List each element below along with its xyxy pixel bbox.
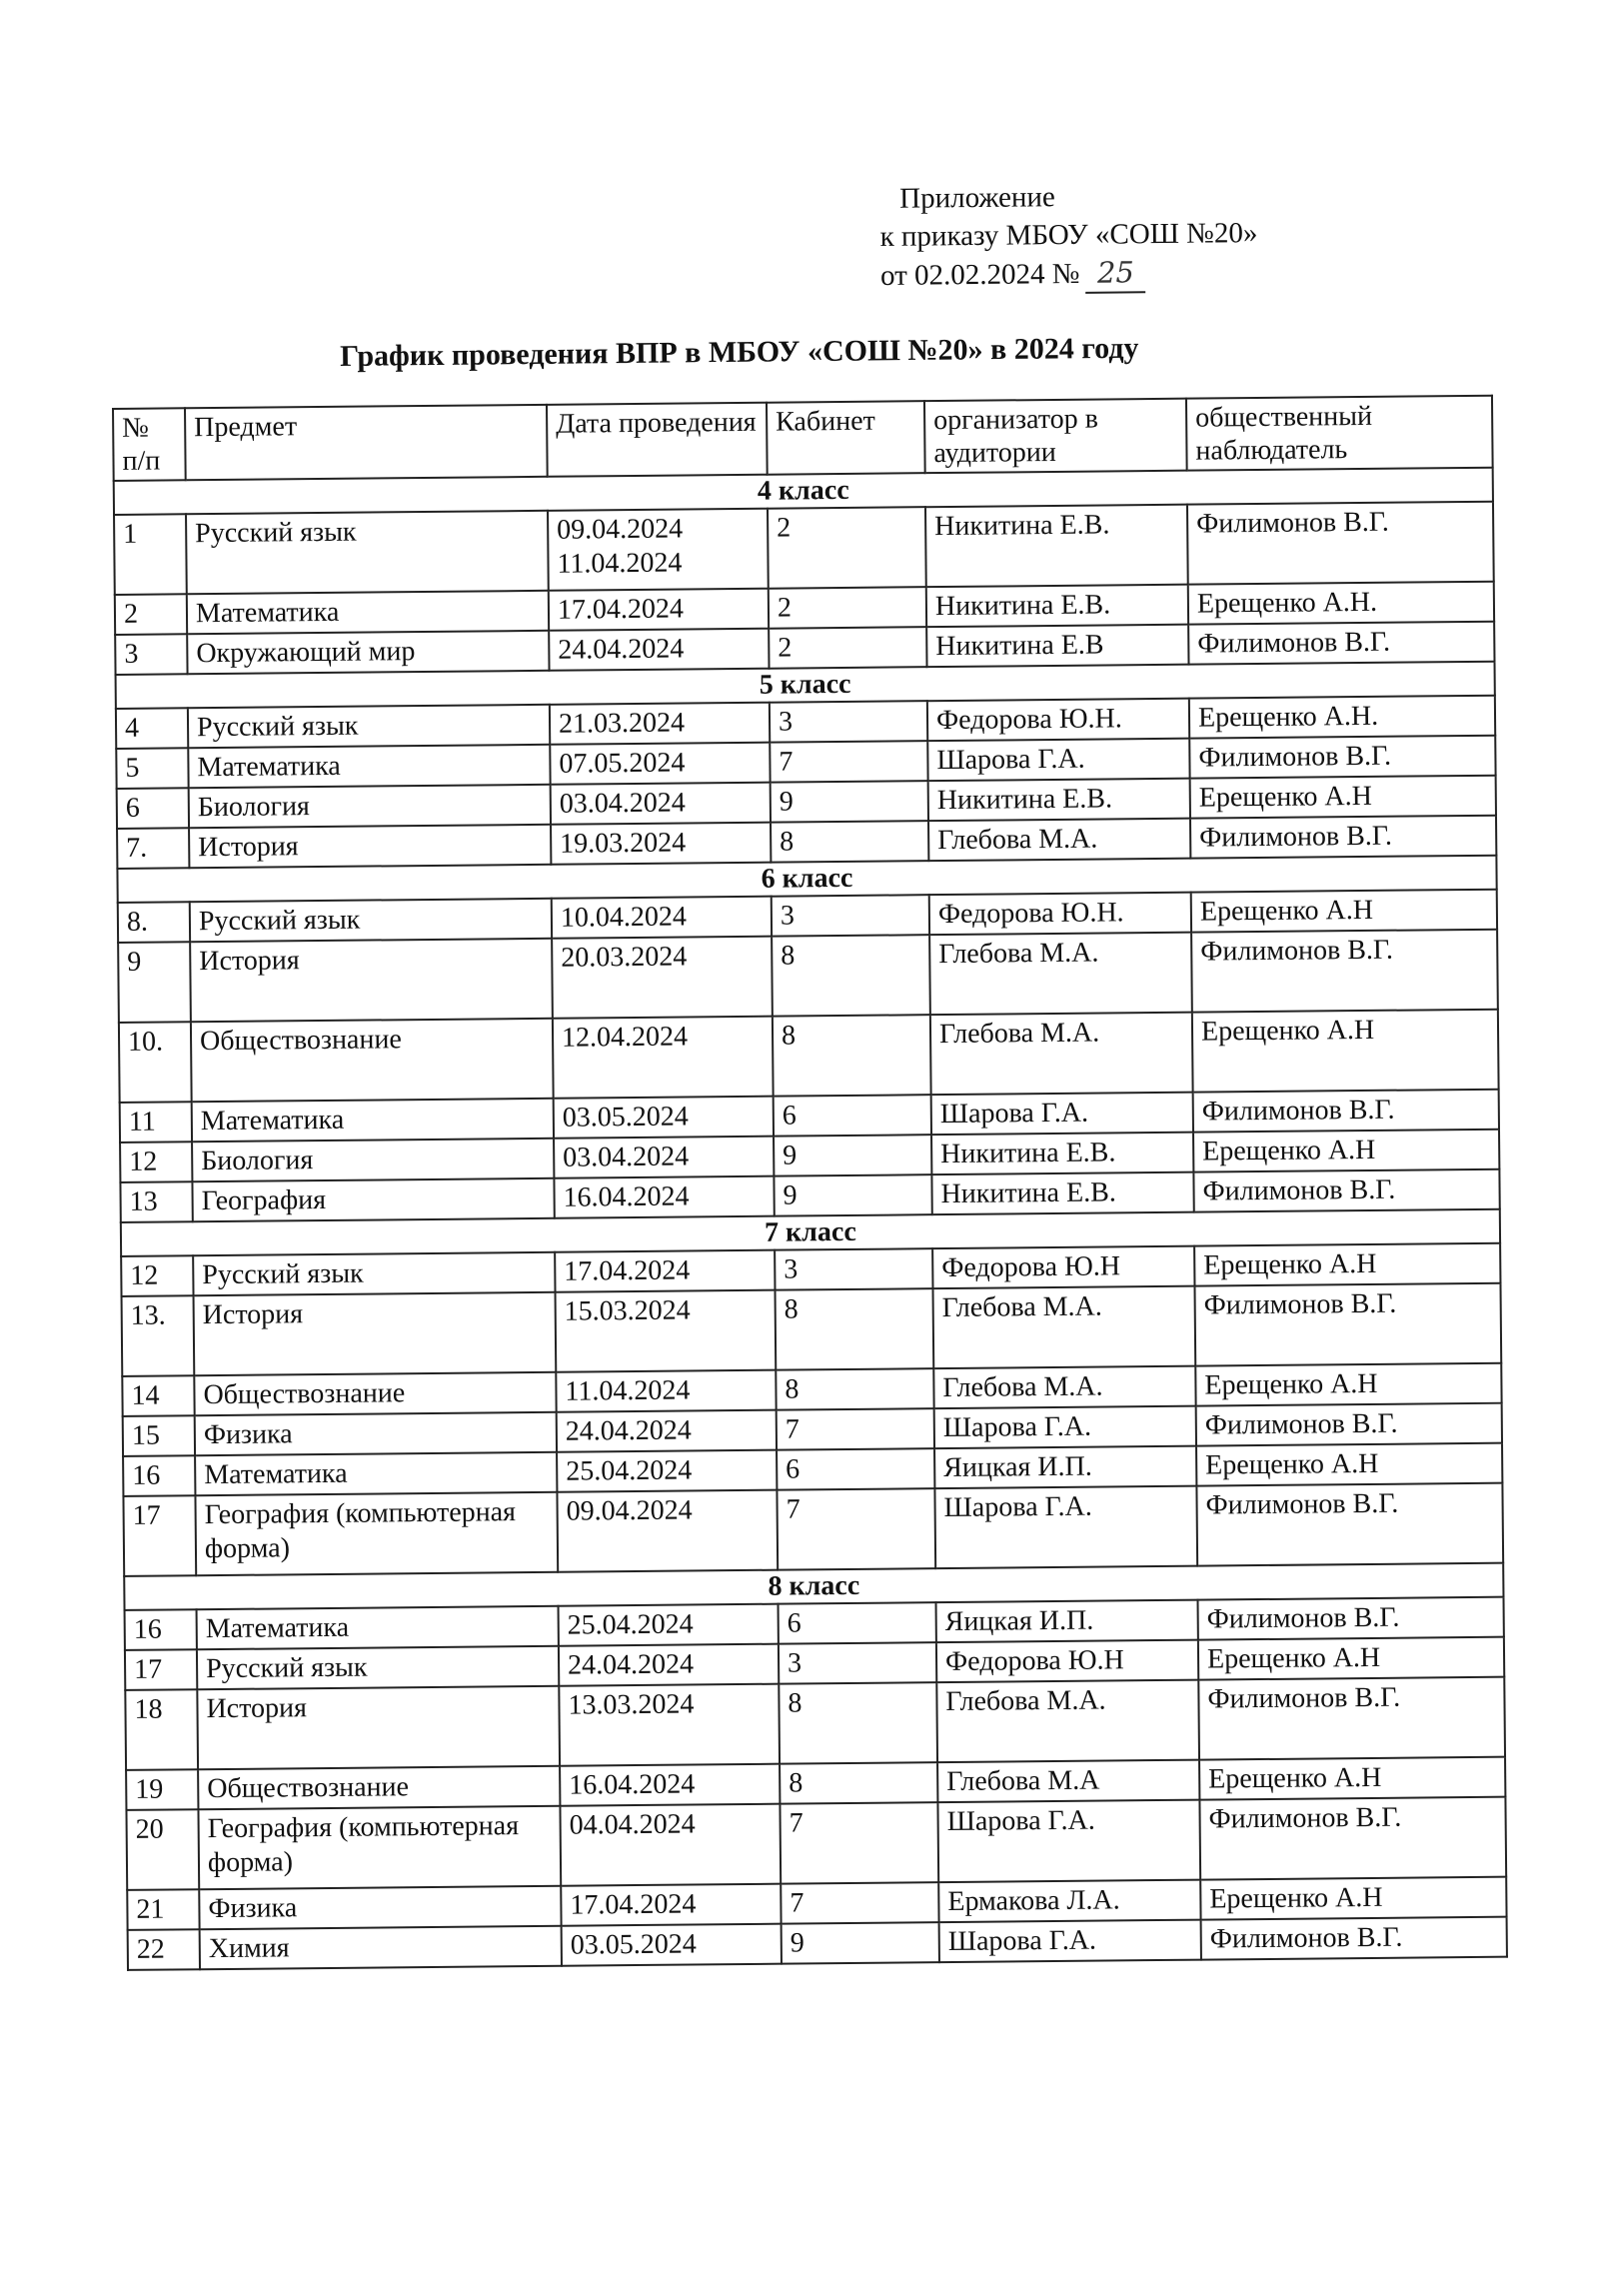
organizer-cell: Глебова М.А. bbox=[929, 933, 1192, 1016]
organizer-cell: Глебова М.А. bbox=[932, 1286, 1195, 1369]
date-cell: 24.04.2024 bbox=[557, 1410, 777, 1452]
room-cell: 7 bbox=[781, 1882, 938, 1924]
row-number-cell: 16 bbox=[123, 1455, 195, 1496]
organizer-cell: Глебова М.А. bbox=[936, 1680, 1199, 1763]
subject-cell: Математика bbox=[188, 745, 550, 788]
room-cell: 2 bbox=[768, 507, 926, 589]
subject-cell: География bbox=[192, 1178, 554, 1221]
observer-cell: Ерещенко А.Н bbox=[1199, 1757, 1505, 1800]
date-cell: 25.04.2024 bbox=[557, 1450, 777, 1492]
subject-cell: Обществознание bbox=[198, 1766, 560, 1809]
observer-cell: Ерещенко А.Н bbox=[1200, 1877, 1506, 1920]
room-cell: 9 bbox=[774, 1135, 931, 1176]
room-cell: 7 bbox=[770, 741, 927, 783]
subject-cell: Русский язык bbox=[190, 899, 552, 942]
subject-cell: География (компьютерная форма) bbox=[198, 1806, 561, 1889]
subject-cell: Математика bbox=[195, 1452, 557, 1495]
subject-cell: Химия bbox=[200, 1926, 562, 1969]
date-cell: 03.05.2024 bbox=[562, 1924, 782, 1966]
subject-cell: Математика bbox=[187, 591, 549, 634]
observer-cell: Филимонов В.Г. bbox=[1188, 622, 1494, 665]
observer-cell: Филимонов В.Г. bbox=[1189, 736, 1495, 779]
observer-cell: Филимонов В.Г. bbox=[1197, 1597, 1503, 1640]
room-cell: 8 bbox=[773, 1015, 931, 1097]
row-number-cell: 13. bbox=[122, 1295, 195, 1376]
grade-section-label: 7 класс bbox=[121, 1209, 1500, 1256]
date-cell: 09.04.2024 bbox=[557, 1490, 778, 1572]
room-cell: 9 bbox=[782, 1922, 939, 1964]
organizer-cell: Ермакова Л.А. bbox=[938, 1880, 1200, 1923]
date-cell: 21.03.2024 bbox=[550, 703, 770, 745]
observer-cell: Ерещенко А.Н bbox=[1193, 1130, 1499, 1172]
date-cell: 16.04.2024 bbox=[554, 1176, 774, 1218]
row-number-cell: 2 bbox=[115, 594, 187, 635]
room-cell: 3 bbox=[770, 701, 927, 743]
room-cell: 6 bbox=[777, 1448, 934, 1490]
subject-cell: Русский язык bbox=[186, 511, 549, 594]
room-cell: 8 bbox=[776, 1288, 934, 1370]
date-cell: 20.03.2024 bbox=[552, 937, 773, 1019]
schedule-table bbox=[112, 395, 1508, 1971]
observer-cell: Филимонов В.Г. bbox=[1190, 816, 1496, 859]
organizer-cell: Федорова Ю.Н. bbox=[927, 699, 1189, 742]
table-row bbox=[119, 1010, 1499, 1103]
row-number-cell: 17 bbox=[125, 1649, 197, 1690]
row-number-cell: 16 bbox=[125, 1609, 197, 1650]
row-number-cell: 12 bbox=[121, 1255, 193, 1296]
row-number-cell: 20 bbox=[126, 1809, 199, 1890]
room-cell: 3 bbox=[779, 1642, 936, 1684]
row-number-cell: 1 bbox=[114, 514, 187, 595]
date-cell: 24.04.2024 bbox=[559, 1644, 779, 1686]
table-header-row bbox=[113, 396, 1493, 481]
attachment-line-2: к приказу МБОУ «СОШ №20» bbox=[879, 217, 1258, 253]
room-cell: 3 bbox=[772, 895, 929, 937]
row-number-cell: 18 bbox=[125, 1689, 198, 1770]
document-title: График проведения ВПР в МБОУ «СОШ №20» в 2024 году bbox=[340, 331, 1139, 373]
date-cell: 19.03.2024 bbox=[551, 823, 771, 865]
subject-cell: Русский язык bbox=[197, 1646, 559, 1689]
row-number-cell: 9 bbox=[118, 942, 191, 1023]
date-cell: 09.04.2024 11.04.2024 bbox=[548, 509, 769, 591]
attachment-line-1: Приложение bbox=[899, 181, 1056, 215]
row-number-cell: 12 bbox=[120, 1142, 192, 1182]
attachment-line-3 bbox=[880, 252, 1258, 296]
date-cell: 16.04.2024 bbox=[560, 1764, 780, 1806]
table-row bbox=[126, 1797, 1506, 1890]
date-cell: 15.03.2024 bbox=[556, 1290, 777, 1372]
row-number-cell: 5 bbox=[116, 748, 188, 789]
row-number-cell: 13 bbox=[120, 1181, 192, 1222]
room-cell: 7 bbox=[777, 1488, 935, 1570]
column-header-subject: Предмет bbox=[185, 405, 548, 480]
date-cell: 17.04.2024 bbox=[555, 1250, 775, 1292]
room-cell: 8 bbox=[776, 1368, 933, 1410]
organizer-cell: Федорова Ю.Н bbox=[936, 1640, 1198, 1683]
room-cell: 3 bbox=[775, 1248, 932, 1290]
row-number-cell: 17 bbox=[123, 1495, 196, 1576]
room-cell: 6 bbox=[779, 1602, 936, 1644]
column-header-number: № п/п bbox=[113, 408, 186, 481]
observer-cell: Филимонов В.Г. bbox=[1196, 1403, 1502, 1446]
column-header-date: Дата проведения bbox=[547, 403, 768, 477]
order-number: 25 bbox=[1085, 253, 1145, 294]
organizer-cell: Федорова Ю.Н. bbox=[929, 893, 1191, 936]
date-cell: 13.03.2024 bbox=[559, 1684, 780, 1766]
organizer-cell: Федорова Ю.Н bbox=[932, 1246, 1194, 1289]
subject-cell: Физика bbox=[199, 1886, 561, 1929]
date-cell: 04.04.2024 bbox=[560, 1804, 781, 1886]
organizer-cell: Глебова М.А bbox=[937, 1760, 1199, 1803]
schedule-table-wrap bbox=[112, 395, 1506, 1971]
organizer-cell: Шарова Г.А. bbox=[934, 1406, 1196, 1449]
room-cell: 8 bbox=[771, 821, 928, 863]
room-cell: 8 bbox=[772, 935, 930, 1017]
row-number-cell: 19 bbox=[126, 1769, 198, 1810]
observer-cell: Филимонов В.Г. bbox=[1198, 1677, 1505, 1760]
organizer-cell: Никитина Е.В. bbox=[931, 1172, 1193, 1215]
date-cell: 17.04.2024 bbox=[549, 589, 769, 631]
room-cell: 2 bbox=[769, 587, 926, 629]
table-row bbox=[118, 930, 1498, 1023]
observer-cell: Ерещенко А.Н. bbox=[1188, 582, 1494, 625]
observer-cell: Ерещенко А.Н bbox=[1196, 1443, 1502, 1486]
organizer-cell: Никитина Е.В. bbox=[925, 505, 1188, 588]
grade-section-label: 5 класс bbox=[116, 662, 1495, 709]
column-header-room: Кабинет bbox=[767, 401, 925, 475]
table-body bbox=[114, 468, 1507, 1970]
subject-cell: Русский язык bbox=[193, 1252, 555, 1295]
date-cell: 12.04.2024 bbox=[553, 1017, 774, 1099]
date-cell: 03.04.2024 bbox=[554, 1137, 774, 1178]
row-number-cell: 3 bbox=[115, 634, 187, 675]
subject-cell: История bbox=[189, 825, 551, 868]
subject-cell: Математика bbox=[197, 1606, 559, 1649]
observer-cell: Ерещенко А.Н bbox=[1194, 1243, 1500, 1286]
date-cell: 11.04.2024 bbox=[556, 1370, 776, 1412]
observer-cell: Филимонов В.Г. bbox=[1196, 1483, 1503, 1566]
subject-cell: География (компьютерная форма) bbox=[195, 1492, 558, 1575]
organizer-cell: Шарова Г.А. bbox=[931, 1093, 1193, 1136]
row-number-cell: 8. bbox=[118, 902, 190, 943]
organizer-cell: Шарова Г.А. bbox=[927, 739, 1189, 782]
row-number-cell: 7. bbox=[117, 828, 189, 869]
organizer-cell: Шарова Г.А. bbox=[937, 1800, 1200, 1883]
organizer-cell: Никитина Е.В. bbox=[928, 779, 1190, 822]
table-row bbox=[123, 1483, 1503, 1576]
table-row bbox=[114, 502, 1494, 595]
date-cell: 24.04.2024 bbox=[549, 629, 769, 671]
observer-cell: Ерещенко А.Н bbox=[1198, 1637, 1504, 1680]
order-date-prefix: от 02.02.2024 № bbox=[879, 257, 1080, 292]
observer-cell: Филимонов В.Г. bbox=[1199, 1797, 1506, 1880]
observer-cell: Ерещенко А.Н. bbox=[1189, 696, 1495, 739]
date-cell: 03.04.2024 bbox=[551, 783, 771, 825]
observer-cell: Филимонов В.Г. bbox=[1191, 930, 1498, 1013]
date-cell: 07.05.2024 bbox=[550, 743, 770, 785]
grade-section-label: 4 класс bbox=[114, 468, 1493, 515]
room-cell: 7 bbox=[780, 1802, 938, 1884]
row-number-cell: 10. bbox=[119, 1022, 192, 1103]
subject-cell: Обществознание bbox=[194, 1372, 556, 1415]
organizer-cell: Яицкая И.П. bbox=[936, 1600, 1198, 1643]
date-cell: 25.04.2024 bbox=[559, 1604, 779, 1646]
organizer-cell: Глебова М.А. bbox=[928, 819, 1190, 862]
observer-cell: Ерещенко А.Н bbox=[1190, 776, 1496, 819]
table-row bbox=[122, 1283, 1502, 1376]
organizer-cell: Шарова Г.А. bbox=[939, 1920, 1201, 1963]
room-cell: 8 bbox=[780, 1762, 937, 1804]
subject-cell: Окружающий мир bbox=[187, 631, 549, 674]
grade-section-label: 8 класс bbox=[124, 1563, 1503, 1610]
organizer-cell: Яицкая И.П. bbox=[934, 1446, 1196, 1489]
observer-cell: Филимонов В.Г. bbox=[1193, 1169, 1499, 1212]
row-number-cell: 11 bbox=[120, 1102, 192, 1143]
organizer-cell: Глебова М.А. bbox=[933, 1366, 1195, 1409]
subject-cell: История bbox=[190, 939, 553, 1022]
room-cell: 9 bbox=[771, 781, 928, 823]
observer-cell: Филимонов В.Г. bbox=[1187, 502, 1494, 585]
date-cell: 17.04.2024 bbox=[561, 1884, 781, 1926]
observer-cell: Ерещенко А.Н bbox=[1192, 1010, 1499, 1093]
subject-cell: Физика bbox=[195, 1412, 557, 1455]
row-number-cell: 22 bbox=[128, 1929, 200, 1970]
date-cell: 10.04.2024 bbox=[552, 897, 772, 939]
column-header-organizer: организатор в аудитории bbox=[924, 399, 1187, 474]
room-cell: 2 bbox=[769, 627, 926, 669]
row-number-cell: 4 bbox=[116, 708, 188, 749]
subject-cell: Математика bbox=[192, 1099, 554, 1142]
observer-cell: Ерещенко А.Н bbox=[1191, 890, 1497, 933]
date-cell: 03.05.2024 bbox=[554, 1097, 774, 1139]
organizer-cell: Глебова М.А. bbox=[930, 1013, 1193, 1096]
observer-cell: Филимонов В.Г. bbox=[1201, 1917, 1507, 1960]
table-row bbox=[125, 1677, 1505, 1770]
room-cell: 6 bbox=[774, 1095, 931, 1137]
organizer-cell: Никитина Е.В bbox=[926, 625, 1188, 668]
room-cell: 7 bbox=[777, 1408, 934, 1450]
column-header-observer: общественный наблюдатель bbox=[1186, 396, 1493, 471]
subject-cell: Биология bbox=[192, 1139, 554, 1181]
row-number-cell: 14 bbox=[122, 1375, 194, 1416]
room-cell: 8 bbox=[779, 1682, 937, 1764]
subject-cell: История bbox=[194, 1292, 557, 1375]
organizer-cell: Шарова Г.А. bbox=[934, 1486, 1197, 1569]
subject-cell: Русский язык bbox=[188, 705, 550, 748]
room-cell: 9 bbox=[774, 1174, 931, 1216]
subject-cell: Биология bbox=[189, 785, 551, 828]
attachment-header bbox=[879, 176, 1258, 296]
row-number-cell: 21 bbox=[127, 1889, 199, 1930]
organizer-cell: Никитина Е.В. bbox=[931, 1133, 1193, 1175]
row-number-cell: 15 bbox=[123, 1415, 195, 1456]
subject-cell: Обществознание bbox=[191, 1019, 554, 1102]
organizer-cell: Никитина Е.В. bbox=[926, 585, 1188, 628]
observer-cell: Филимонов В.Г. bbox=[1194, 1283, 1501, 1366]
grade-section-label: 6 класс bbox=[117, 856, 1496, 903]
row-number-cell: 6 bbox=[117, 788, 189, 829]
subject-cell: История bbox=[197, 1686, 560, 1769]
observer-cell: Ерещенко А.Н bbox=[1195, 1363, 1501, 1406]
observer-cell: Филимонов В.Г. bbox=[1193, 1090, 1499, 1133]
